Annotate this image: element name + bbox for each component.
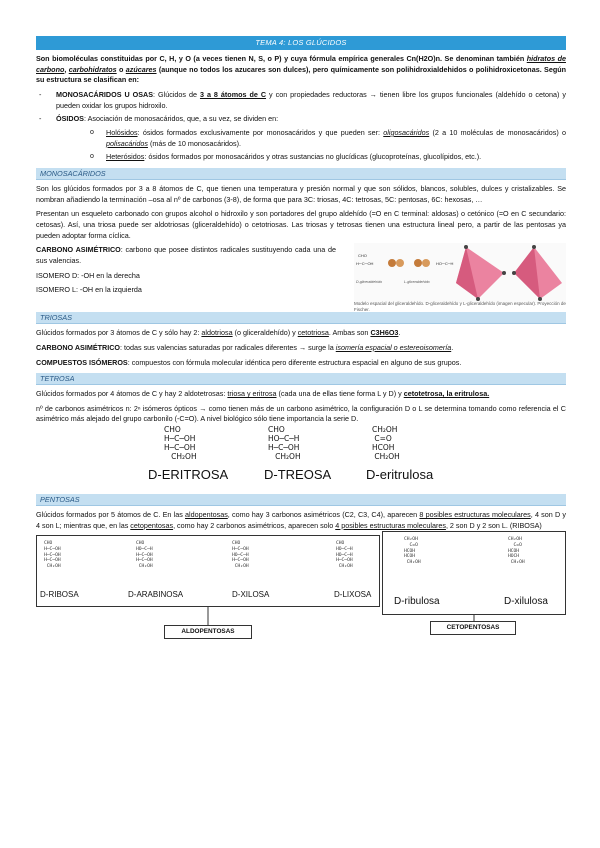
tetrosa-text: Glúcidos formados por 4 átomos de C y hay 2 aldotetrosas: bbox=[36, 389, 228, 399]
eritrulosa-label: D-eritrulosa bbox=[366, 467, 434, 483]
list-item bbox=[56, 128, 566, 149]
triosas-paragraph-2 bbox=[36, 343, 566, 354]
intro-text: (aunque no todos los azucares son dulces), pero químicamente son polihidroxialdehidos o polihidroxicetonas. Según su estructura se clasifican en: bbox=[36, 64, 566, 85]
tetrosa-paragraph-2: nº de carbonos asimétricos n: 2ⁿ isómeros ópticos → como tienen más de un carbono asimétrico, la configuración D o L se determina tomando como referencia el C asimétrico más alejado del grupo carbonilo (-C=O). A nivel biológico sólo tiene importancia la serie D. bbox=[36, 403, 566, 424]
label-heterosidos: Heterósidos bbox=[106, 152, 145, 162]
section-heading-tetrosa: TETROSA bbox=[36, 373, 566, 385]
intro-paragraph bbox=[36, 54, 566, 86]
list-text: : Asociación de monosacáridos, que, a su vez, se dividen en: bbox=[83, 114, 279, 124]
section-heading-triosas: TRIOSAS bbox=[36, 312, 566, 324]
intro-text: , bbox=[64, 64, 69, 74]
aldopentosas-box: ALDOPENTOSAS bbox=[164, 625, 252, 639]
list-text: 3 a 8 átomos de C bbox=[199, 89, 267, 99]
triosas-paragraph-3 bbox=[36, 358, 566, 369]
pentosas-text: , como hay 3 carbonos asimétricos (C2, C3, C4), aparecen bbox=[227, 510, 420, 520]
pentosas-text: , 2 son D y 2 son L. (RIBOSA) bbox=[445, 520, 542, 530]
xilulosa-formula: CH₂OH C=O HCOH HOCH CH₂OH bbox=[508, 537, 525, 565]
figure-caption: Modelo espacial del gliceraldehído. D-gliceraldehído y L-gliceraldehído (imagen especular). Proyección de Fischer. bbox=[354, 301, 566, 312]
list-item bbox=[36, 90, 566, 111]
term-isomeria: isomería espacial o estereoisomería bbox=[335, 342, 452, 352]
text-carbono-asimetrico: : carbono que posee distintos radicales sustituyendo cada una de sus valencias. bbox=[36, 245, 336, 265]
triosas-text: (o gliceraldehído) y bbox=[232, 328, 298, 338]
term-carbohidratos: carbohidratos bbox=[68, 64, 117, 74]
svg-text:CHO: CHO bbox=[358, 253, 367, 259]
term-aldotriosa: aldotriosa bbox=[201, 328, 233, 338]
triosas-text: Glúcidos formados por 3 átomos de C y sólo hay 2: bbox=[36, 328, 202, 338]
fig-left-label: D-gliceraldehído bbox=[356, 280, 383, 285]
treosa-formula: CHO HO─C─H H─C─OH CH₂OH bbox=[268, 425, 301, 462]
svg-text:H─C─OH: H─C─OH bbox=[356, 261, 374, 267]
term-4-estructuras: 4 posibles estructuras moleculares bbox=[335, 520, 446, 530]
list-text: (más de 10 monosacáridos). bbox=[147, 138, 242, 148]
glyceraldehyde-figure bbox=[354, 243, 566, 303]
aldopentosas-frame bbox=[36, 535, 380, 607]
pentosas-text: Glúcidos formados por 5 átomos de C. En las bbox=[36, 510, 186, 520]
term-formula: C3H6O3 bbox=[370, 328, 399, 338]
mono-paragraph-2: Presentan un esqueleto carbonado con grupos alcohol o hidroxilo y son portadores del grupo aldehído (=O en C terminal: aldosas) o cetónico (=O en C secundario: cetosas). Así, una triosa puede ser aldotriosas (gliceraldehído) o cetotriosas. Las triosas y tetrosas tienen una estructura lineal pero, a partir de las pentosas ya pueden adoptar forma cíclica. bbox=[36, 209, 566, 240]
tetrosa-text: (cada una de ellas tiene forma L y D) y bbox=[276, 389, 404, 399]
asymmetric-carbon-text bbox=[36, 241, 336, 296]
term-hidratos: hidratos de carbono bbox=[36, 54, 566, 74]
list-text: (2 a 10 moléculas de monosacáridos) o bbox=[429, 127, 566, 137]
section-heading-pentosas: PENTOSAS bbox=[36, 494, 566, 506]
list-text: y con propiedades reductoras → tienen libre los grupos funcionales (aldehído o cetona) y pueden oxidar los grupos hidroxilo. bbox=[56, 89, 566, 110]
classification-list bbox=[36, 90, 566, 163]
list-item bbox=[56, 152, 566, 163]
triosas-text: . bbox=[398, 328, 401, 338]
arabinosa-label: D-ARABINOSA bbox=[128, 590, 184, 600]
document-page bbox=[36, 36, 566, 691]
list-text: : ósidos formados por monosacáridos y otras sustancias no glucídicas (glucoproteínas, glucolípidos, etc.). bbox=[144, 152, 482, 162]
pentosa-structures bbox=[36, 531, 566, 691]
label-carbono-asimetrico: CARBONO ASIMÉTRICO bbox=[36, 245, 121, 255]
triosas-text: : todas sus valencias saturadas por radicales diferentes → surge la bbox=[120, 342, 336, 352]
pentosas-text: , como hay 2 carbonos asimétricos, aparecen solo bbox=[173, 520, 336, 530]
xilulosa-label: D-xilulosa bbox=[504, 596, 548, 608]
term-cetopentosas: cetopentosas bbox=[130, 520, 174, 530]
triosas-text: . bbox=[451, 342, 454, 352]
term-azucares: azúcares bbox=[125, 64, 157, 74]
treosa-label: D-TREOSA bbox=[264, 467, 332, 483]
eritrosa-label: D-ERITROSA bbox=[148, 467, 229, 483]
lixosa-formula: CHO HO─C─H HO─C─H H─C─OH CH₂OH bbox=[336, 541, 353, 569]
mono-paragraph-1: Son los glúcidos formados por 3 a 8 átomos de C, que tienen una temperatura y presión normal y que son sólidos, blancos, solubles, dulces y cristalizables. Se nombran añadiendo la terminación –osa al nº de carbonos (3-8), de forma que para 3C: triosas, 4C: tetrosas, 5C: pentosas, 6C: hexosas, … bbox=[36, 183, 566, 204]
lixosa-label: D-LIXOSA bbox=[334, 590, 372, 600]
term-cetotriosa: cetotriosa bbox=[297, 328, 329, 338]
term-aldopentosas: aldopentosas bbox=[185, 510, 228, 520]
page-title: TEMA 4: LOS GLÚCIDOS bbox=[36, 36, 566, 50]
eritrosa-formula: CHO H─C─OH H─C─OH CH₂OH bbox=[164, 425, 197, 462]
term-polisacaridos: polisacáridos bbox=[106, 138, 148, 148]
term-triosa-eritrosa: triosa y eritrosa bbox=[227, 389, 277, 399]
arabinosa-formula: CHO HO─C─H H─C─OH H─C─OH CH₂OH bbox=[136, 541, 153, 569]
list-text: : Glúcidos de bbox=[153, 89, 200, 99]
fig-right-label: L-gliceraldehído bbox=[404, 280, 430, 285]
label-osidos: ÓSIDOS bbox=[56, 114, 84, 124]
label-holosidos: Holósidos bbox=[106, 127, 138, 137]
list-text: : ósidos formados exclusivamente por monosacáridos y que pueden ser: bbox=[137, 127, 384, 137]
list-item bbox=[36, 114, 566, 163]
cetopentosas-box: CETOPENTOSAS bbox=[430, 621, 516, 635]
xilosa-formula: CHO H─C─OH HO─C─H H─C─OH CH₂OH bbox=[232, 541, 249, 569]
eritrulosa-formula: CH₂OH C=O HCOH CH₂OH bbox=[372, 425, 400, 462]
pentosas-text: , 4 son D y 4 son L; mientras que, en las bbox=[36, 510, 567, 530]
term-8-estructuras: 8 posibles estructuras moleculares bbox=[419, 510, 531, 520]
xilosa-label: D-XILOSA bbox=[232, 590, 270, 600]
intro-text: Son biomoléculas constituidas por C, H, y O (a veces tienen N, S, o P) y cuya fórmula empírica generales Cn(H2O)n. Se denominan también bbox=[36, 54, 527, 63]
label-carbono-asimetrico: CARBONO ASIMÉTRICO bbox=[36, 342, 120, 352]
tetrosa-structures bbox=[36, 425, 566, 489]
pentosas-paragraph bbox=[36, 510, 566, 531]
triosas-text: : compuestos con fórmula molecular idéntica pero diferente estructura espacial en alguno de sus grupos. bbox=[127, 357, 462, 367]
term-cetotetrosa: cetotetrosa, la eritrulosa. bbox=[403, 389, 490, 399]
intro-text: o bbox=[116, 64, 126, 74]
ribosa-formula: CHO H─C─OH H─C─OH H─C─OH CH₂OH bbox=[44, 541, 61, 569]
ribosa-label: D-RIBOSA bbox=[40, 590, 79, 600]
label-compuestos-isomeros: COMPUESTOS ISÓMEROS bbox=[36, 357, 128, 367]
asymmetric-carbon-block bbox=[36, 241, 566, 312]
term-oligosacaridos: oligosacáridos bbox=[383, 127, 430, 137]
ribulosa-formula: CH₂OH C=O HCOH HCOH CH₂OH bbox=[404, 537, 421, 565]
label-monosacaridos: MONOSACÁRIDOS U OSAS bbox=[56, 89, 154, 99]
tetrosa-paragraph-1 bbox=[36, 389, 566, 400]
osidos-sublist bbox=[56, 128, 566, 163]
svg-text:HO─C─H: HO─C─H bbox=[436, 261, 454, 267]
ribulosa-label: D-ribulosa bbox=[394, 596, 440, 608]
triosas-text: . Ambas son bbox=[328, 328, 371, 338]
section-heading-monosacaridos: MONOSACÁRIDOS bbox=[36, 168, 566, 180]
isomer-d-text: ISOMERO D: -OH en la derecha bbox=[36, 270, 140, 280]
triosas-paragraph-1 bbox=[36, 328, 566, 339]
isomer-l-text: ISOMERO L: -OH en la izquierda bbox=[36, 285, 142, 295]
